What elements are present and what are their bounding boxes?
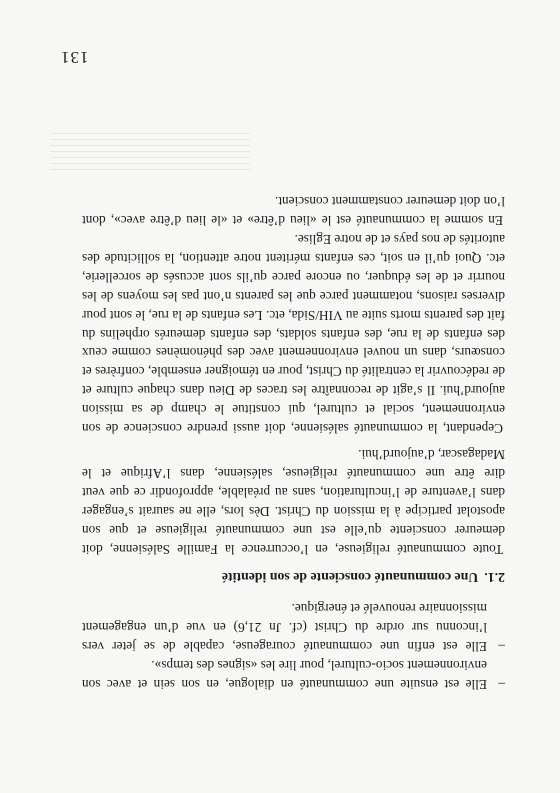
paragraph: En somme la communauté est le «lieu d’être» et «le lieu d’être avec», dont l’on doit demeurer constamment conscient. <box>82 194 505 229</box>
page-number: 131 <box>60 48 89 67</box>
paragraph: Toute communauté religieuse, en l’occurrence la Famille Salésienne, doit demeurer consciente qu’elle est une communauté religieuse et que son apostolat participe à la mission du Christ. Dès lors, elle ne saurait s’engager dans l’aventure de l’inculturation, sans au préalable, approfondir ce que veut dire être une communauté religieuse, salésienne, dans l’Afrique et le Madagascar, d’aujourd’hui. <box>82 447 505 557</box>
dash-bullet: – <box>498 639 505 655</box>
paragraph: Cependant, la communauté salésienne, doit aussi prendre conscience de son environnement, social et culturel, qui constitue le champ de sa mission aujourd’hui. Il s’agit de reconnaître les traces de Dieu dans chaque culture et de redécouvrir la centralité du Christ, pour en témoigner ensemble, confrères et consœurs, dans un nouvel environnement avec des phénomènes comme ceux des enfants de la rue, des enfants soldats, des enfants demeurés orphelins du fait des parents morts suite au VIH/Sida, etc. Les enfants de la rue, le sont pour diverses raisons, notamment parce que les parents n’ont pas les moyens de les nourrir et de les éduquer, ou encore parce qu’ils sont accusés de sorcellerie, etc. Quoi qu’il en soit, ces enfants méritent notre attention, la sollicitude des autorités de nos pays et de notre Eglise. <box>82 232 505 437</box>
list-item <box>82 655 505 693</box>
list-item <box>82 598 505 655</box>
list-item-text: Elle est enfin une communauté courageuse, capable de se jeter vers l’inconnu sur ordre du Christ (cf. Jn 21,6) en vue d’un engagement missionnaire renouvelé et énergique. <box>82 601 487 655</box>
section-title: Une communauté consciente de son identité <box>221 570 479 586</box>
section-heading <box>82 568 505 587</box>
bleed-through-shadow <box>50 133 250 173</box>
body-text <box>82 191 505 693</box>
section-number: 2.1. <box>484 570 505 586</box>
dash-bullet: – <box>498 677 505 692</box>
list-item-text: Elle est ensuite une communauté en dialogue, en son sein et avec son environnement socio-culturel, pour lire les «signes des temps». <box>82 658 487 692</box>
